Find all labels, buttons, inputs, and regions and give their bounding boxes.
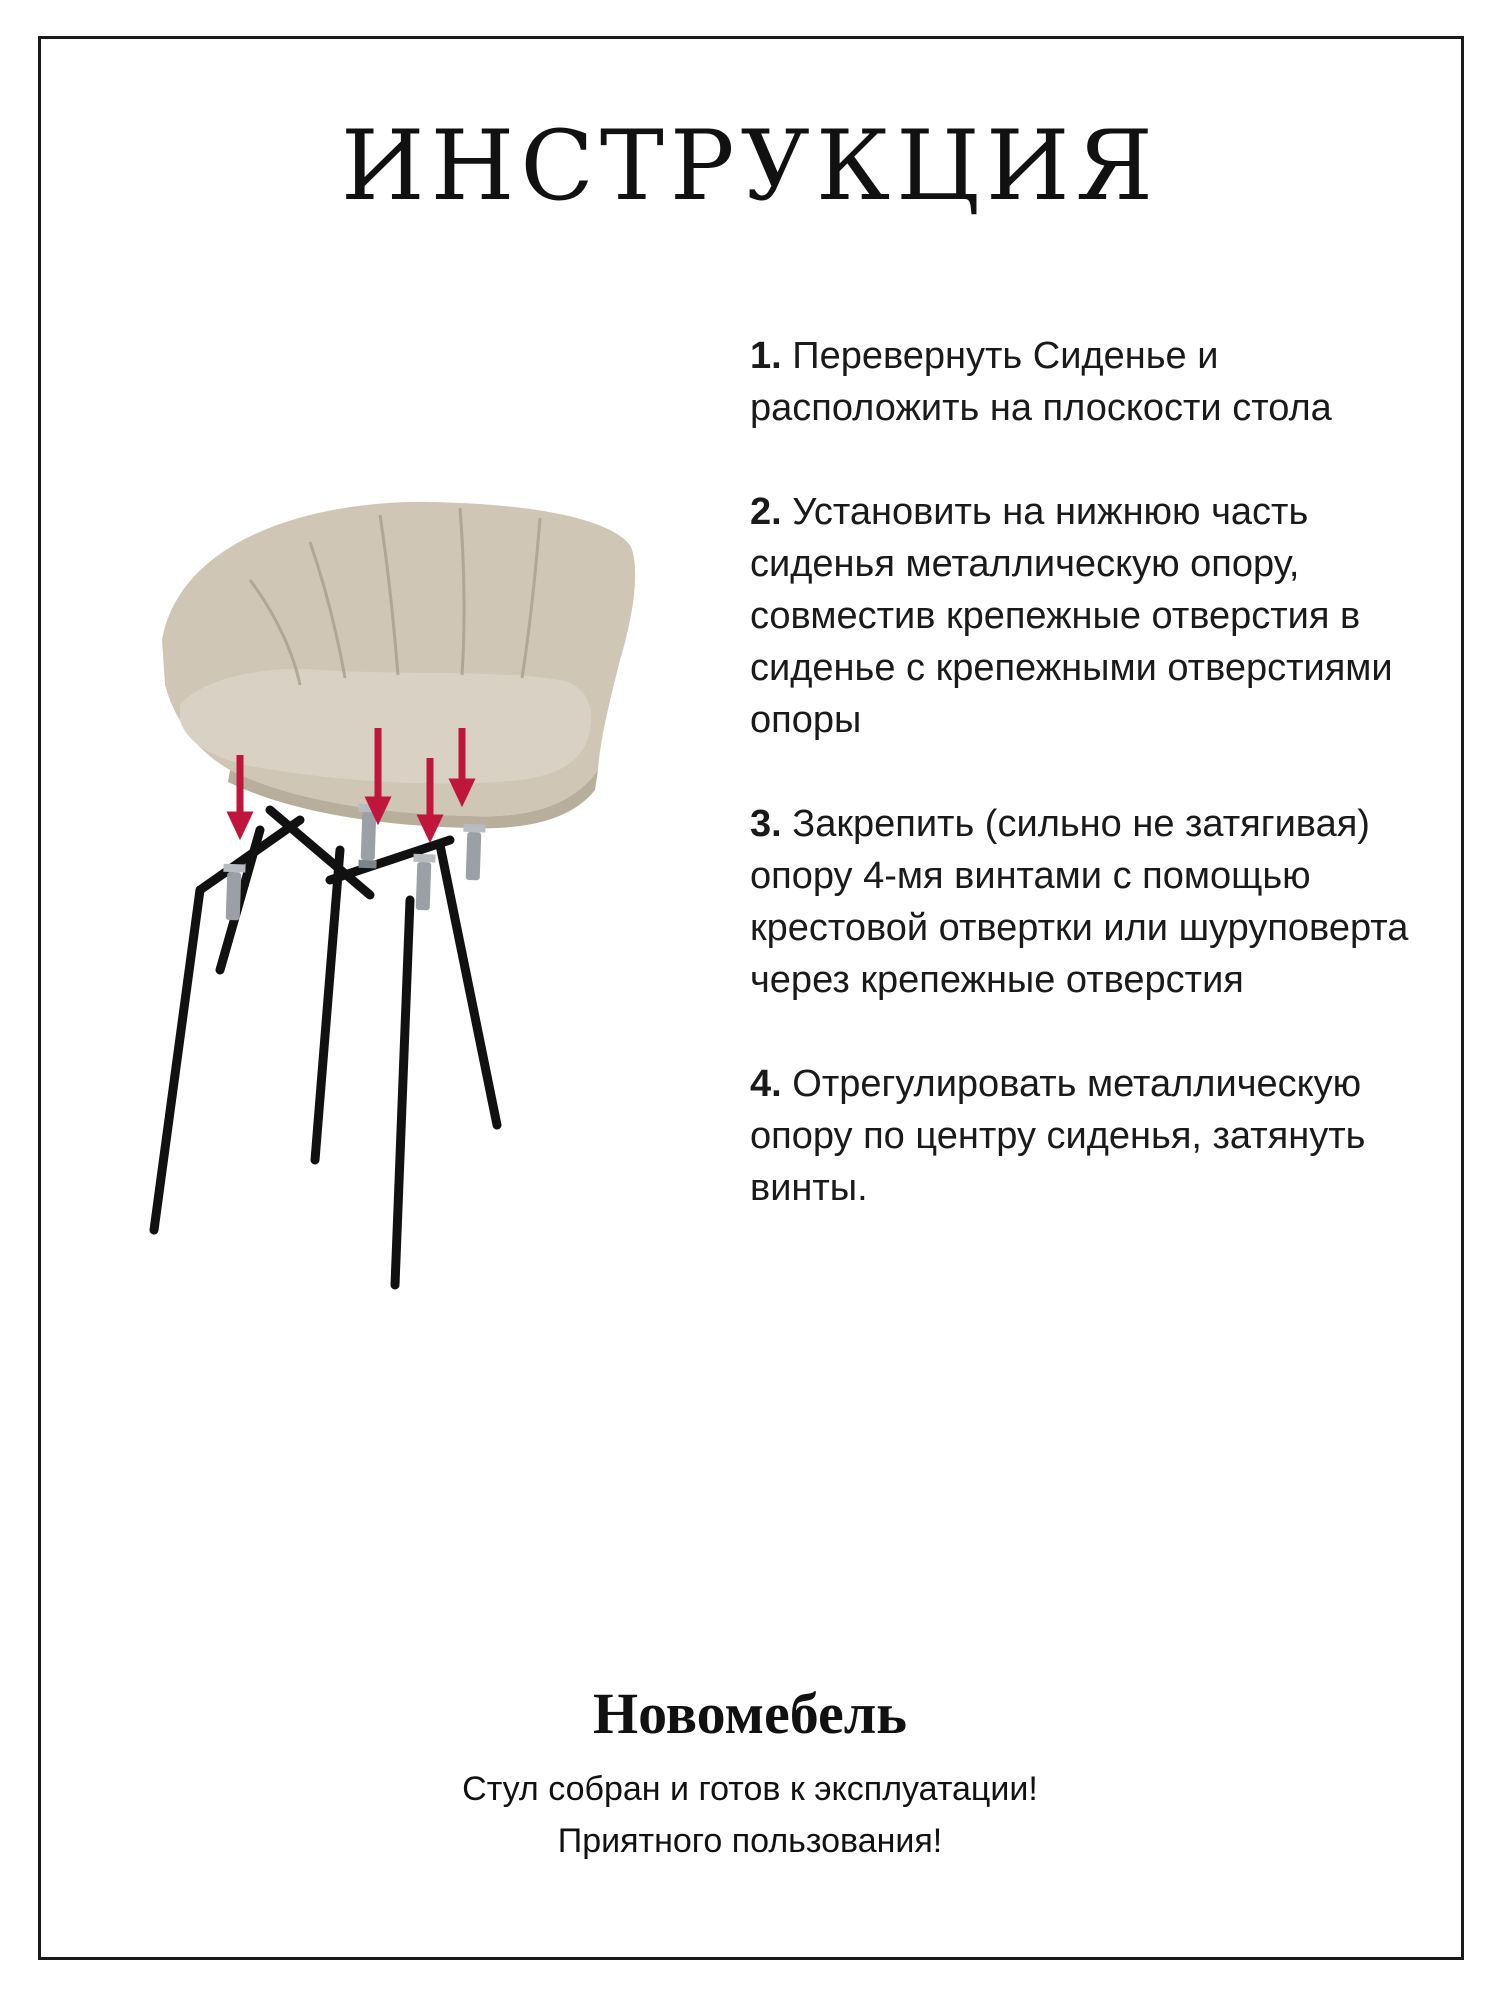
chair-seat [162, 502, 635, 828]
screw-4 [412, 854, 436, 911]
step-number: 1. [750, 335, 782, 377]
step-text: Закрепить (сильно не затягивая) опору 4-мя винтами с помощью крестовой отвертки или шуруповерта через крепежные отверстия [750, 803, 1409, 1001]
step-text: Установить на нижнюю часть сиденья металлическую опору, совместив крепежные отверстия в сиденье с крепежными отверстиями опоры [750, 491, 1393, 741]
chair-assembly-illustration [140, 470, 680, 1530]
step-3 [750, 798, 1430, 1006]
step-text: Перевернуть Сиденье и расположить на плоскости стола [750, 335, 1332, 429]
footer-message: Стул собран и готов к эксплуатации! [462, 1770, 1038, 1808]
metal-frame [154, 810, 497, 1285]
step-number: 4. [750, 1063, 782, 1105]
footer-wish: Приятного пользования! [557, 1822, 943, 1860]
arrow-head-icon [422, 818, 438, 835]
brand-name: Новомебель [593, 1681, 907, 1746]
step-text: Отрегулировать металлическую опору по центру сиденья, затянуть винты. [750, 1063, 1366, 1209]
step-number: 3. [750, 803, 782, 845]
step-4 [750, 1058, 1430, 1214]
step-number: 2. [750, 491, 782, 533]
page-title: ИНСТРУКЦИЯ [340, 110, 1160, 222]
screw-3 [462, 824, 486, 881]
step-2 [750, 486, 1430, 746]
step-1 [750, 330, 1430, 434]
instruction-steps [750, 330, 1430, 1266]
arrow-head-icon [232, 815, 248, 832]
